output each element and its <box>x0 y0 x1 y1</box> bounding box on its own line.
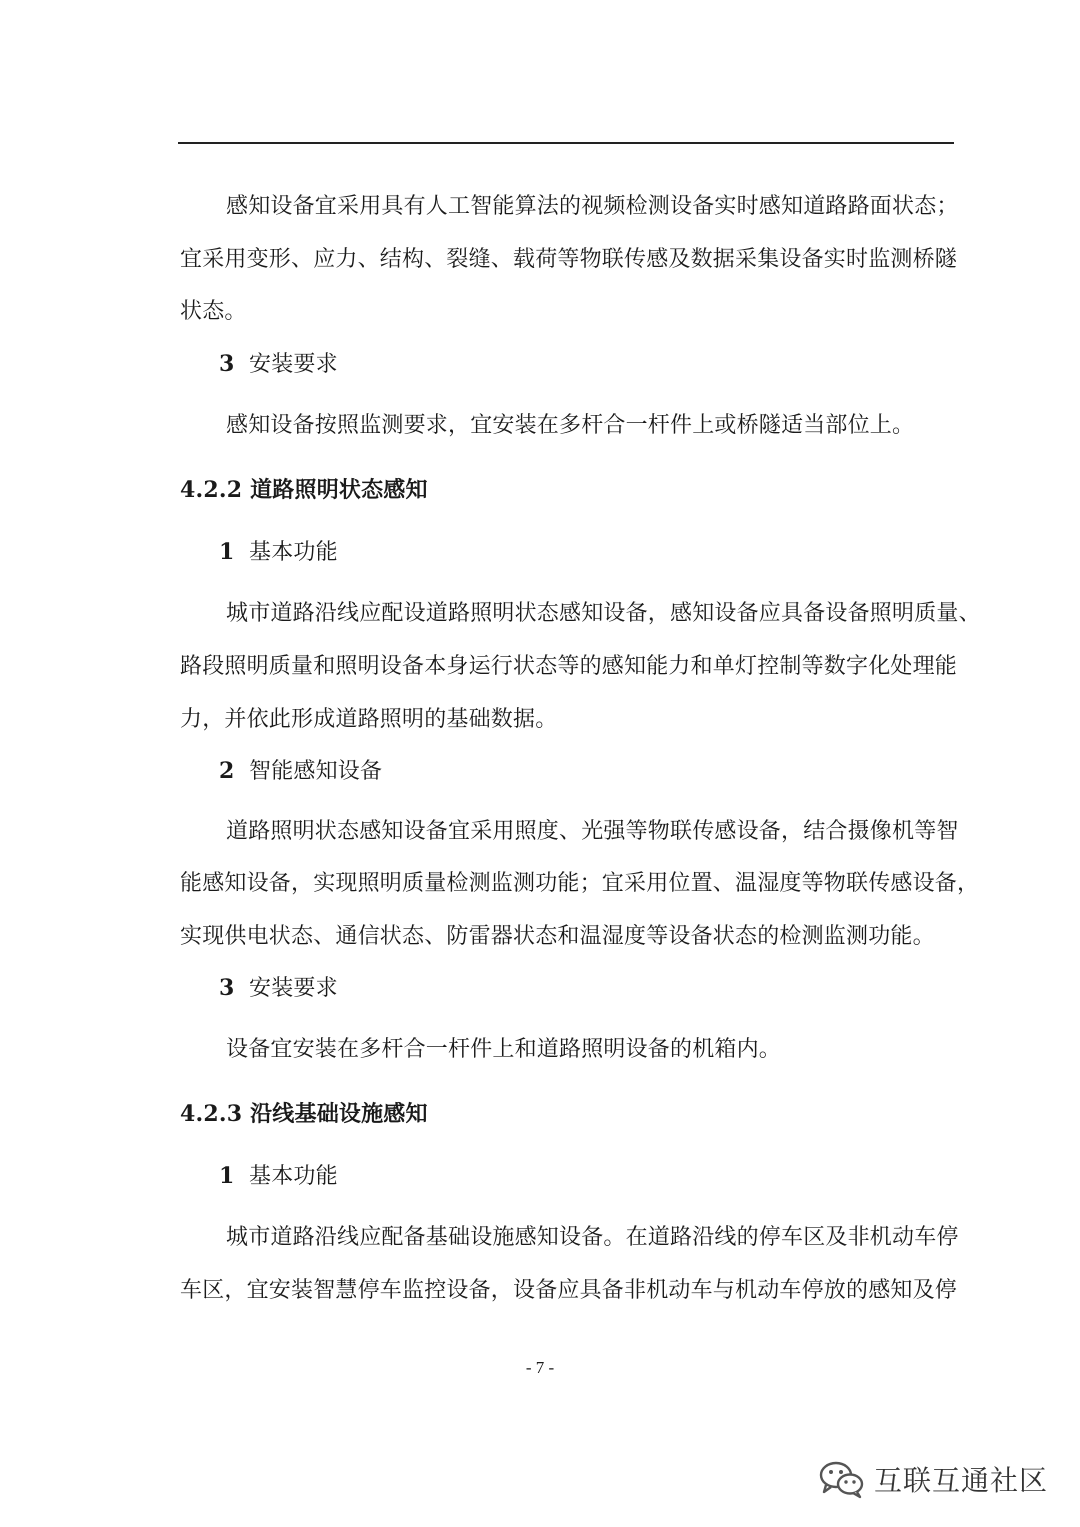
item-number: 2 <box>219 758 235 784</box>
header-rule <box>178 142 954 144</box>
section-title: 4.2.2 道路照明状态感知 <box>180 477 428 503</box>
list-item-heading <box>219 974 995 1003</box>
page-number: - 7 - <box>525 1358 555 1377</box>
paragraph-line: 城市道路沿线应配备基础设施感知设备。在道路沿线的停车区及非机动车停 <box>226 1225 959 1250</box>
paragraph-line: 力，并依此形成道路照明的基础数据。 <box>180 707 558 732</box>
paragraph-line: 状态。 <box>180 299 247 324</box>
item-number: 3 <box>219 975 235 1001</box>
item-number: 1 <box>219 539 235 565</box>
item-label: 安装要求 <box>249 976 338 1001</box>
item-label: 智能感知设备 <box>249 759 383 784</box>
paragraph-line: 实现供电状态、通信状态、防雷器状态和温湿度等设备状态的检测监测功能。 <box>180 924 935 949</box>
paragraph-line: 设备宜安装在多杆合一杆件上和道路照明设备的机箱内。 <box>226 1037 782 1062</box>
list-item-heading <box>219 757 995 786</box>
list-item-heading <box>219 350 995 379</box>
paragraph-line: 感知设备宜采用具有人工智能算法的视频检测设备实时感知道路路面状态； <box>226 194 959 219</box>
item-label: 安装要求 <box>249 352 338 377</box>
item-label: 基本功能 <box>249 540 338 565</box>
paragraph-line: 能感知设备，实现照明质量检测监测功能；宜采用位置、温湿度等物联传感设备， <box>180 871 980 896</box>
section-title: 4.2.3 沿线基础设施感知 <box>180 1101 428 1127</box>
paragraph-line: 道路照明状态感知设备宜采用照度、光强等物联传感设备，结合摄像机等智 <box>226 819 959 844</box>
paragraph-line: 路段照明质量和照明设备本身运行状态等的感知能力和单灯控制等数字化处理能 <box>180 654 958 679</box>
watermark-text: 互联互通社区 <box>874 1464 1049 1497</box>
paragraph-line: 宜采用变形、应力、结构、裂缝、载荷等物联传感及数据采集设备实时监测桥隧 <box>180 247 958 272</box>
item-number: 1 <box>219 1163 235 1189</box>
item-label: 基本功能 <box>249 1164 338 1189</box>
list-item-heading <box>219 1162 995 1191</box>
paragraph-line: 城市道路沿线应配设道路照明状态感知设备，感知设备应具备设备照明质量、 <box>226 601 981 626</box>
paragraph-line: 车区，宜安装智慧停车监控设备，设备应具备非机动车与机动车停放的感知及停 <box>180 1278 958 1303</box>
item-number: 3 <box>219 351 235 377</box>
watermark <box>818 1454 1048 1504</box>
list-item-heading <box>219 538 995 567</box>
paragraph-line: 感知设备按照监测要求，宜安装在多杆合一杆件上或桥隧适当部位上。 <box>226 413 915 438</box>
wechat-icon <box>818 1459 866 1499</box>
